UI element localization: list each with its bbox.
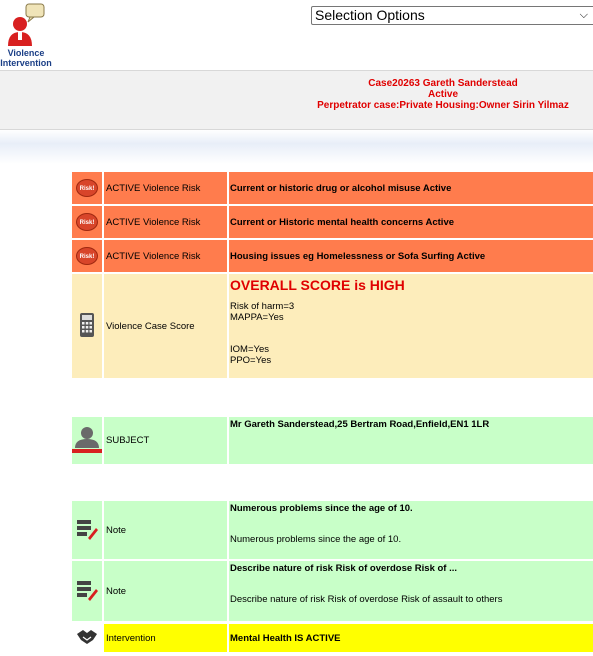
overall-score-headline: OVERALL SCORE is HIGH [230,277,405,293]
table-row[interactable] [72,561,593,621]
score-line: Risk of harm=3 [230,301,295,312]
row-type: ACTIVE Violence Risk [102,206,229,240]
row-type: Intervention [102,624,229,652]
case-type: Perpetrator case:Private Housing:Owner Sirin Yilmaz [317,100,569,111]
app-logo[interactable] [0,2,52,70]
person-icon [72,424,102,454]
score-line: IOM=Yes [230,344,269,355]
note-icon [76,518,98,540]
note-body: Numerous problems since the age of 10. [230,534,402,545]
table-row[interactable] [72,624,593,652]
table-row[interactable] [72,240,593,274]
case-status: Active [427,89,458,100]
score-line: PPO=Yes [230,355,272,366]
row-content: Mental Health IS ACTIVE [229,624,593,652]
divider [0,130,593,164]
risk-icon: Risk! [76,213,98,231]
calculator-icon [79,312,95,338]
case-info [303,78,583,111]
row-type: SUBJECT [102,417,229,464]
table-row[interactable] [72,417,593,464]
case-title: Case20263 Gareth Sanderstead [368,78,518,89]
selection-options-value: Selection Options [315,7,425,23]
note-body: Describe nature of risk Risk of overdose Risk of assault to others [230,594,503,605]
row-type: ACTIVE Violence Risk [102,240,229,274]
row-type: Note [102,501,229,561]
selection-options-dropdown[interactable] [311,6,593,25]
risk-icon: Risk! [76,179,98,197]
table-row[interactable] [72,172,593,206]
case-records-table [72,172,593,652]
logo-label-2: Intervention [0,58,52,68]
row-content: Mr Gareth Sanderstead,25 Bertram Road,Enfield,EN1 1LR [229,417,593,464]
note-icon [76,579,98,601]
note-title: Numerous problems since the age of 10. [230,503,413,514]
header [0,0,593,70]
risk-icon: Risk! [76,247,98,265]
table-row[interactable] [72,206,593,240]
note-title: Describe nature of risk Risk of overdose Risk of ... [230,563,458,574]
row-content: Current or Historic mental health concerns Active [229,206,593,240]
row-type: Note [102,561,229,621]
logo-label-1: Violence [7,48,45,58]
row-content: Current or historic drug or alcohol misuse Active [229,172,593,206]
score-line: MAPPA=Yes [230,312,284,323]
row-type: Violence Case Score [102,274,229,378]
chevron-down-icon: ⌵ [579,9,588,21]
handshake-icon [76,628,98,646]
table-row[interactable] [72,274,593,378]
row-type: ACTIVE Violence Risk [102,172,229,206]
violence-intervention-icon [6,2,46,48]
row-content: Housing issues eg Homelessness or Sofa Surfing Active [229,240,593,274]
table-row[interactable] [72,501,593,561]
case-banner [0,70,593,130]
